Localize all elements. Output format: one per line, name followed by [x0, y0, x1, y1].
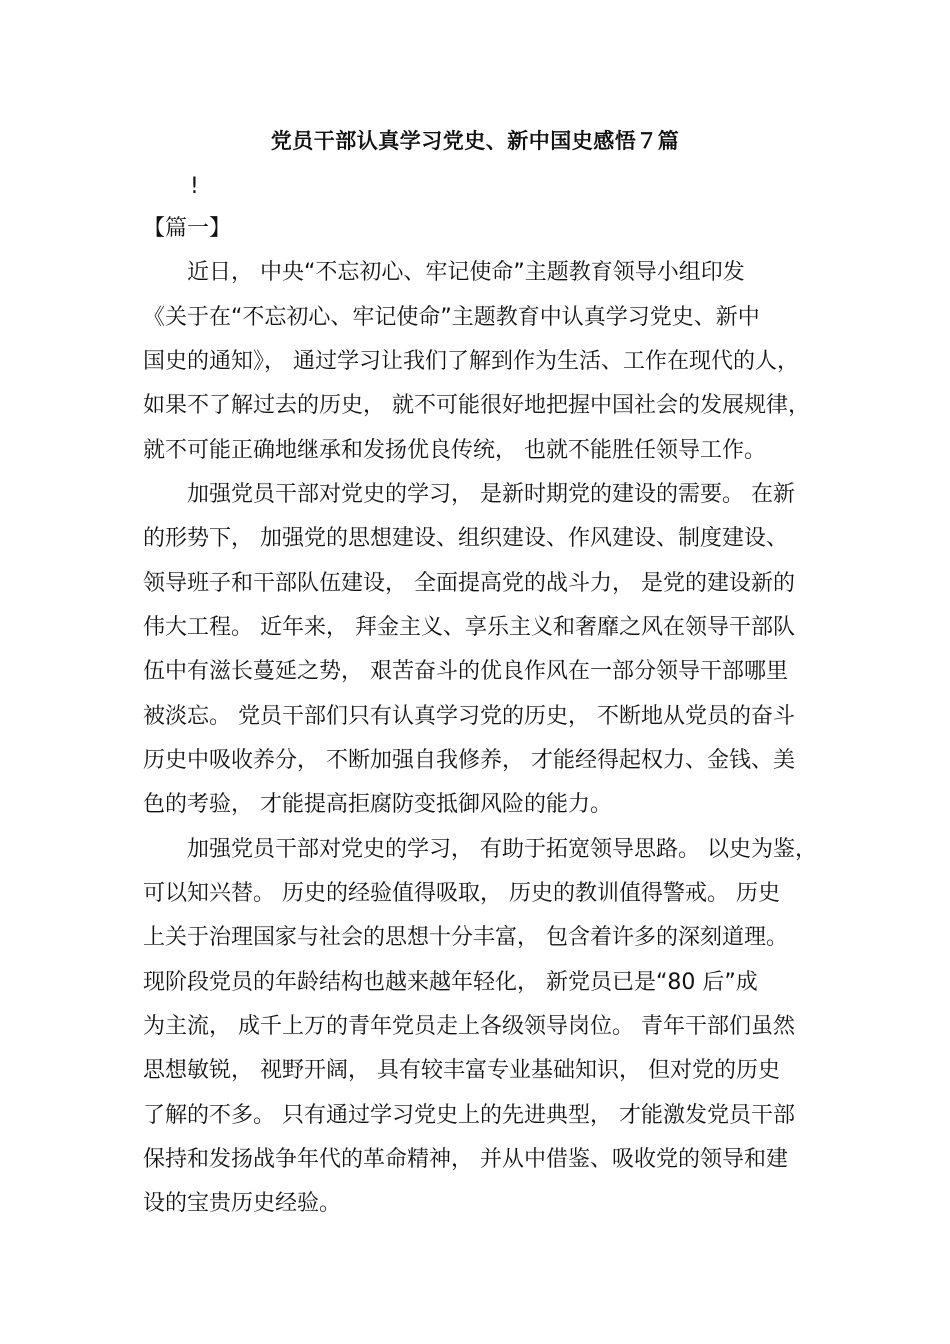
paragraph-line: 上关于治理国家与社会的思想十分丰富， 包含着许多的深刻道理。: [143, 925, 788, 950]
paragraph-line: 伟大工程。 近年来， 拜金主义、享乐主义和奢靡之风在领导干部队: [143, 615, 795, 640]
paragraph-line: 了解的不多。 只有通过学习党史上的先进典型， 才能激发党员干部: [143, 1103, 795, 1128]
paragraph-line: 的形势下， 加强党的思想建设、组织建设、作风建设、制度建设、: [143, 526, 788, 551]
paragraph-line: 设的宝贵历史经验。: [143, 1191, 342, 1216]
paragraph-line: 色的考验， 才能提高拒腐防变抵御风险的能力。: [143, 792, 612, 817]
paragraph-line: 如果不了解过去的历史， 就不可能很好地把握中国社会的发展规律，: [143, 393, 810, 418]
exclamation-mark: !: [190, 174, 199, 199]
paragraph-line: 被淡忘。 党员干部们只有认真学习党的历史， 不断地从党员的奋斗: [143, 704, 795, 729]
paragraph-line: 伍中有滋长蔓延之势， 艰苦奋斗的优良作风在一部分领导干部哪里: [143, 659, 788, 684]
document-title: 党员干部认真学习党史、新中国史感悟７篇: [270, 129, 680, 153]
paragraph-line: 思想敏锐， 视野开阔， 具有较丰富专业基础知识， 但对党的历史: [143, 1058, 780, 1083]
paragraph-line: 近日， 中央“不忘初心、牢记使命”主题教育领导小组印发: [143, 260, 745, 285]
paragraph-line: 《关于在“不忘初心、牢记使命”主题教育中认真学习党史、新中: [143, 305, 760, 330]
paragraph-line: 领导班子和干部队伍建设， 全面提高党的战斗力， 是党的建设新的: [143, 571, 795, 596]
section-heading: 【篇一】: [143, 216, 232, 241]
paragraph-line: 现阶段党员的年龄结构也越来越年轻化， 新党员已是“80 后”成: [143, 970, 758, 995]
paragraph-line: 国史的通知》， 通过学习让我们了解到作为生活、工作在现代的人，: [143, 349, 799, 374]
paragraph-line: 就不可能正确地继承和发扬优良传统， 也就不能胜任领导工作。: [143, 438, 766, 463]
paragraph-line: 历史中吸收养分， 不断加强自我修养， 才能经得起权力、金钱、美: [143, 748, 795, 773]
paragraph-line: 加强党员干部对党史的学习， 是新时期党的建设的需要。 在新: [143, 482, 795, 507]
paragraph-line: 加强党员干部对党史的学习， 有助于拓宽领导思路。 以史为鉴，: [143, 837, 817, 862]
paragraph-line: 为主流， 成千上万的青年党员走上各级领导岗位。 青年干部们虽然: [143, 1014, 795, 1039]
paragraph-line: 保持和发扬战争年代的革命精神， 并从中借鉴、吸收党的领导和建: [143, 1147, 788, 1172]
paragraph-line: 可以知兴替。 历史的经验值得吸取， 历史的教训值得警戒。 历史: [143, 881, 780, 906]
